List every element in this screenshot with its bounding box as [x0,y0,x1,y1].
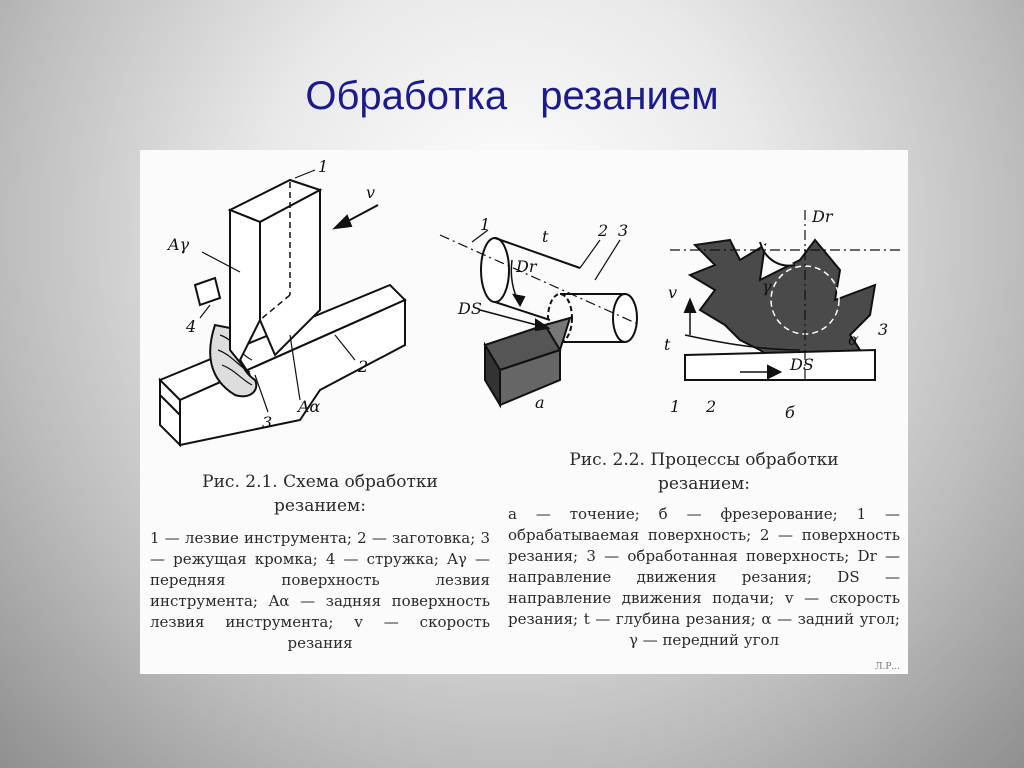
fig2b-label-1: 1 [670,397,681,416]
fig2b-label-3: 3 [878,320,889,339]
fig1-label-2: 2 [358,357,369,376]
fig1-label-4: 4 [186,317,197,336]
fig2b-label-2: 2 [706,397,717,416]
fig2a-label-t: t [542,227,549,246]
fig1-label-3: 3 [262,413,273,432]
fig2-caption-body: а — точение; б — фрезерование; 1 — обрабатываемая поверхность; 2 — поверхность резания; 3 — обработанная поверхность; Dr — направление движения резания; DS — направление движения подачи; v — скорость резания; t — глубина резания; α — задний угол; γ — передний угол [508,505,900,649]
fig1-label-a-gamma: Aγ [168,235,190,254]
fig2a-label-ds: DS [458,299,482,318]
fig2b-label-alpha: α [848,330,859,349]
fig2a-label-3: 3 [618,221,629,240]
fig2-footer-partial: Л.Р... [874,662,900,672]
fig2b-sublabel: б [785,403,795,422]
fig2-caption-title-1: Рис. 2.2. Процессы обработки [569,450,839,470]
fig1-caption-body: 1 — лезвие инструмента; 2 — заготовка; 3 — режущая кромка; 4 — стружка; Aγ — передняя поверхность лезвия инструмента; Aα — задняя поверхность лезвия инструмента; v — скорость резания [150,529,490,652]
fig2b-label-t: t [664,335,671,354]
fig2a-label-2: 2 [598,221,609,240]
slide-title: Обработка резанием [305,74,719,118]
milled-workpiece [685,350,875,380]
fig2a-label-1: 1 [480,215,491,234]
fig1-caption-title-2: резанием: [273,496,367,516]
fig1-label-a-alpha: Aα [298,397,321,416]
chip-end-block [195,278,220,305]
fig2b-label-ds: DS [790,355,814,374]
fig1-label-1: 1 [318,157,329,176]
figure-panel [140,150,908,674]
fig2b-milling-drawing [670,210,900,380]
fig1-caption [150,470,490,654]
fig1-drawing [160,170,405,445]
fig2a-sublabel: а [535,393,545,412]
workpiece-face [481,238,509,302]
fig2a-label-dr: Dr [516,257,537,276]
fig2-caption-title-2: резанием: [657,474,751,494]
fig2b-label-v: v [668,283,678,302]
fig2b-label-gamma: γ [762,277,772,296]
fig1-label-v: v [366,183,376,202]
fig2-caption [508,448,900,651]
fig1-caption-title-1: Рис. 2.1. Схема обработки [202,472,438,492]
fig2b-label-dr: Dr [812,207,833,226]
